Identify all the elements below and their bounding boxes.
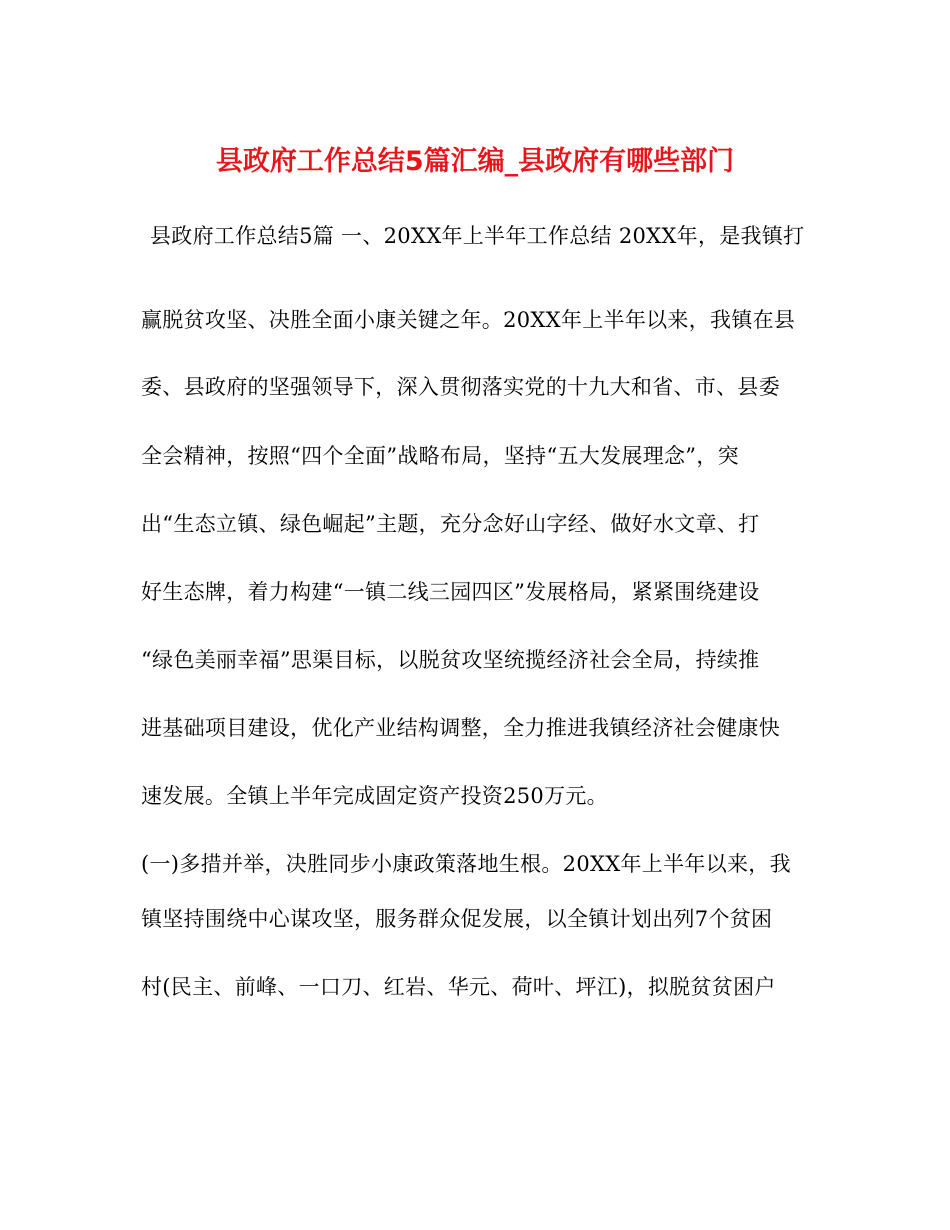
paragraph-line: 进基础项目建设，优化产业结构调整，全力推进我镇经济社会健康快: [141, 716, 780, 740]
document-title: 县政府工作总结5篇汇编_县政府有哪些部门: [215, 146, 735, 177]
paragraph-line: 好生态牌，着力构建“一镇二线三园四区”发展格局，紧紧围绕建设: [141, 580, 760, 604]
paragraph-line: 赢脱贫攻坚、决胜全面小康关键之年。20XX年上半年以来，我镇在县: [141, 308, 796, 332]
paragraph-line: 速发展。全镇上半年完成固定资产投资250万元。: [141, 784, 608, 808]
paragraph-line: (一)多措并举，决胜同步小康政策落地生根。20XX年上半年以来，我: [141, 852, 791, 876]
paragraph-line: 委、县政府的坚强领导下，深入贯彻落实党的十九大和省、市、县委: [141, 375, 780, 399]
paragraph-line: 全会精神，按照“四个全面”战略布局，坚持“五大发展理念”，突: [141, 444, 739, 468]
paragraph-line: 村(民主、前峰、一口刀、红岩、华元、荷叶、坪江)，拟脱贫贫困户: [141, 975, 776, 999]
paragraph-line: 出“生态立镇、绿色崛起”主题，充分念好山字经、做好水文章、打: [141, 512, 760, 536]
paragraph-line: 县政府工作总结5篇 一、20XX年上半年工作总结 20XX年，是我镇打: [150, 224, 805, 248]
paragraph-line: 镇坚持围绕中心谋攻坚，服务群众促发展，以全镇计划出列7个贫困: [141, 907, 773, 931]
paragraph-line: “绿色美丽幸福”思渠目标，以脱贫攻坚统揽经济社会全局，持续推: [141, 648, 760, 672]
